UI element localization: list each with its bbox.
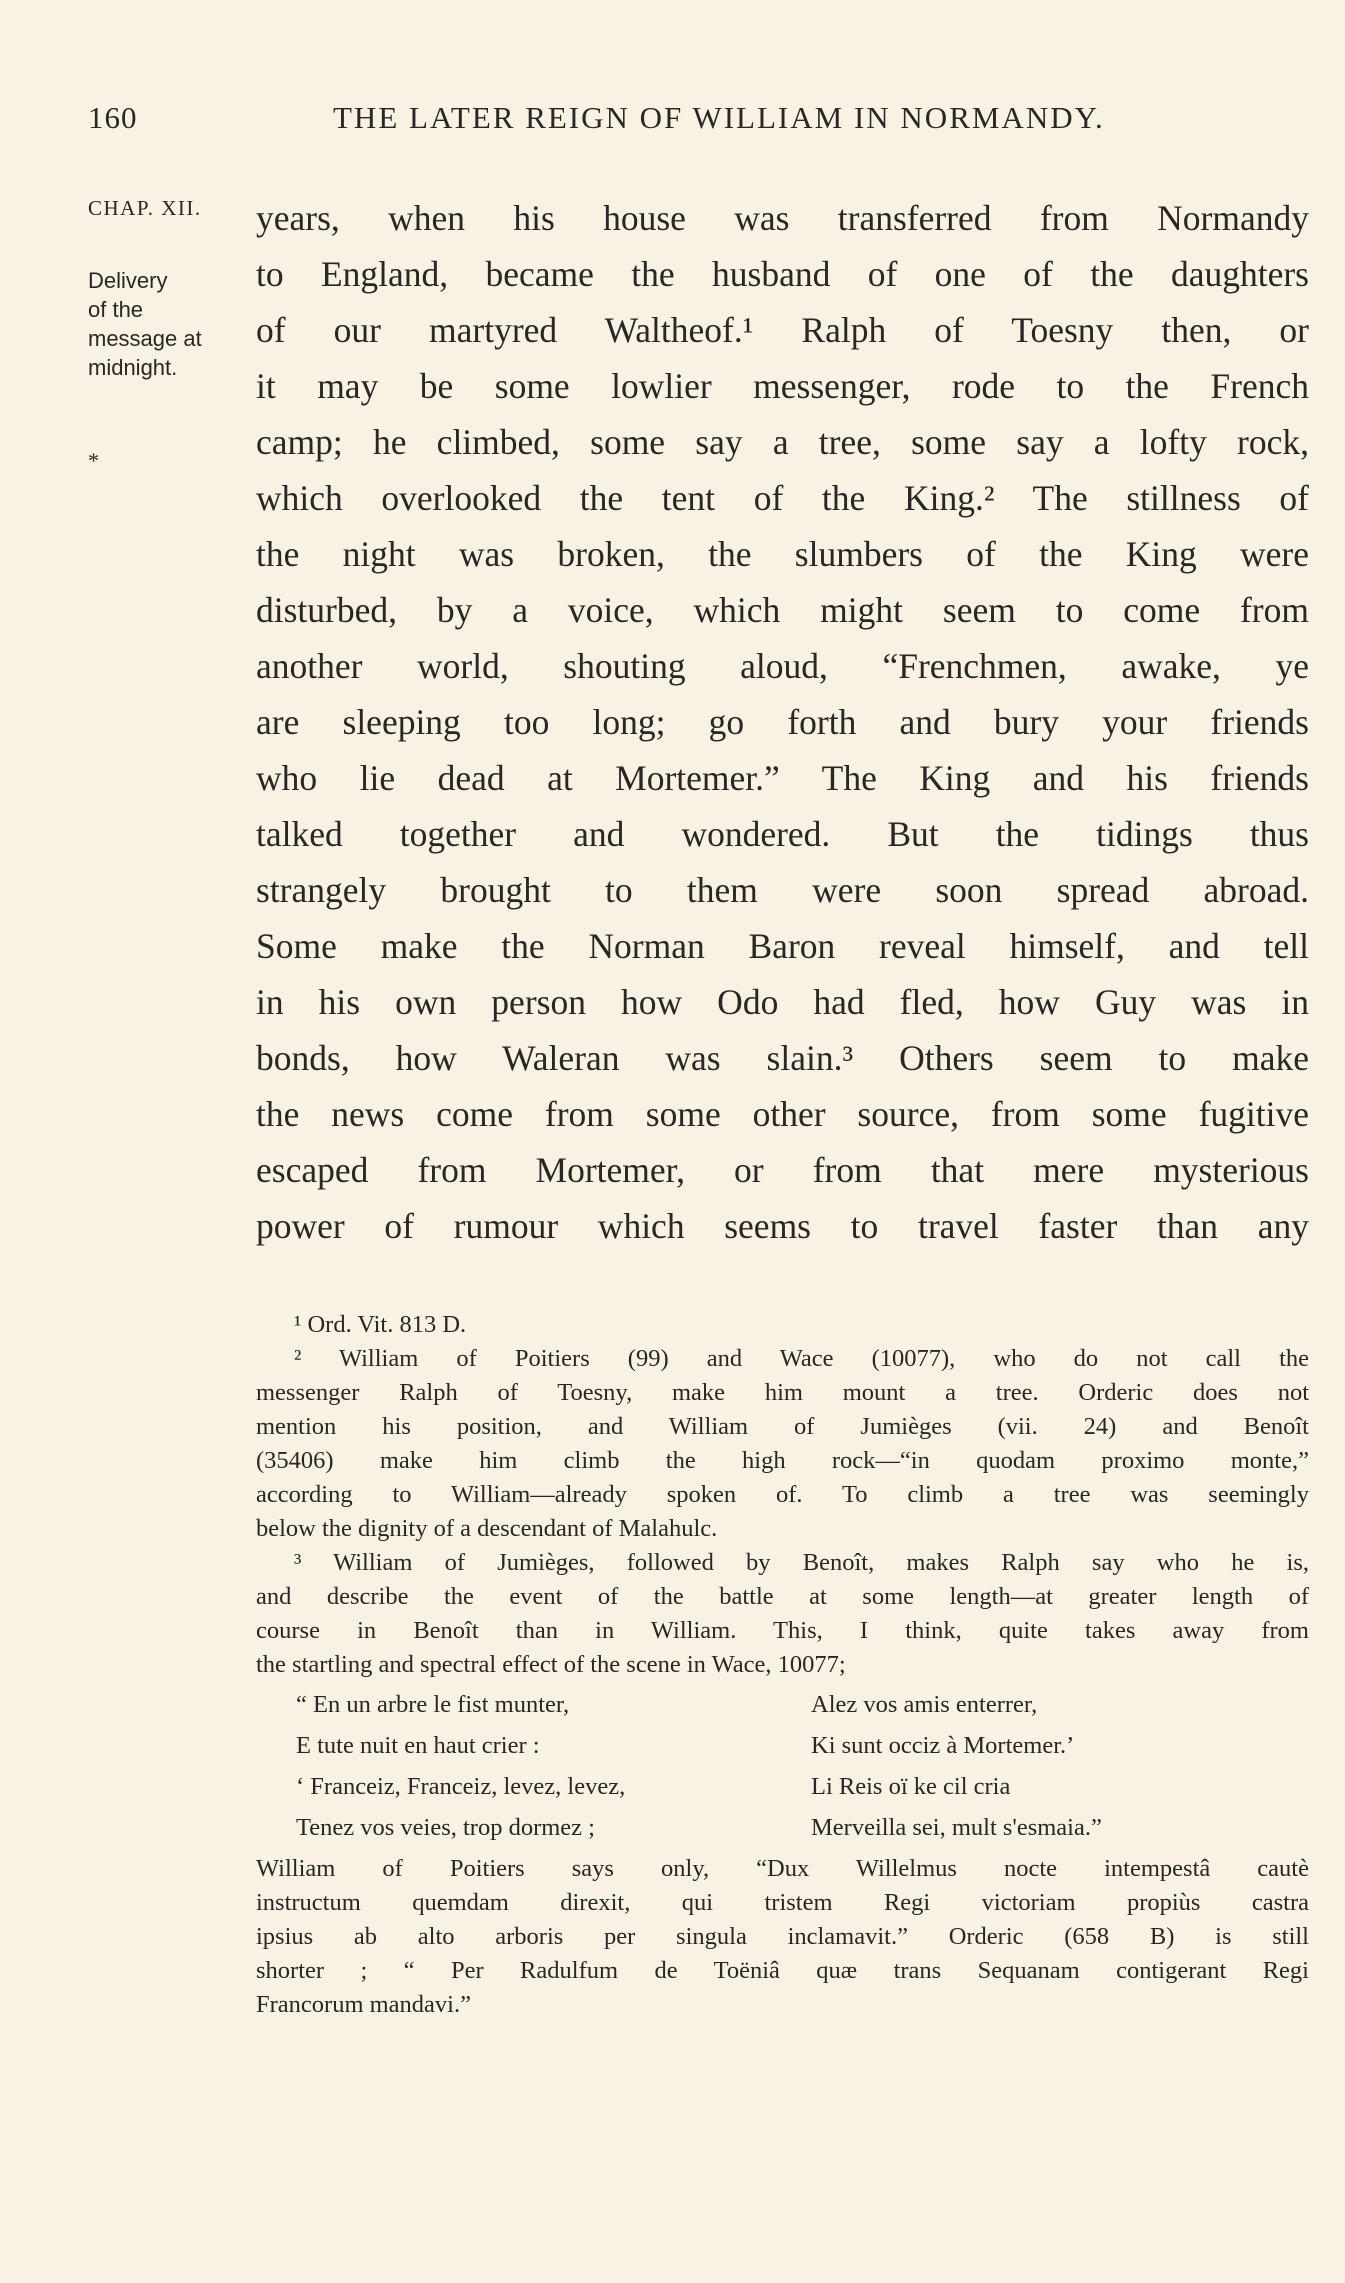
footnote-3-line: ³ William of Jumièges, followed by Benoît, makes Ralph say who he is,	[294, 1549, 1309, 1576]
verse-line: Alez vos amis enterrer,	[811, 1691, 1038, 1718]
footnotes	[256, 1308, 1309, 2022]
text-line: years, when his house was transferred from Normandy	[256, 198, 1309, 238]
verse-line: Ki sunt occiz à Mortemer.’	[811, 1732, 1075, 1759]
text-line: in his own person how Odo had fled, how Guy was in	[256, 982, 1309, 1022]
verse-line: Merveilla sei, mult s'esmaia.”	[811, 1814, 1102, 1841]
verse-quotation	[256, 1684, 1309, 1848]
text-line: camp; he climbed, some say a tree, some say a lofty rock,	[256, 422, 1309, 462]
footnote-3-line: the startling and spectral effect of the scene in Wace, 10077;	[256, 1651, 846, 1678]
main-text	[256, 190, 1309, 1254]
footnote-2-line: mention his position, and William of Jumièges (vii. 24) and Benoît	[256, 1413, 1309, 1440]
chapter-label: CHAP. XII.	[88, 196, 202, 220]
text-line: it may be some lowlier messenger, rode to the French	[256, 366, 1309, 406]
text-line: power of rumour which seems to travel faster than any	[256, 1206, 1309, 1246]
footnote-3-line: shorter ; “ Per Radulfum de Toëniâ quæ trans Sequanam contigerant Regi	[256, 1957, 1309, 1984]
footnote-3-line: instructum quemdam direxit, qui tristem Regi victoriam propiùs castra	[256, 1889, 1309, 1916]
verse-line: “ En un arbre le fist munter,	[296, 1691, 570, 1718]
text-line: the night was broken, the slumbers of the King were	[256, 534, 1309, 574]
text-line: which overlooked the tent of the King.² The stillness of	[256, 478, 1309, 518]
margin-notes	[88, 196, 263, 473]
text-line: who lie dead at Mortemer.” The King and his friends	[256, 758, 1309, 798]
verse-left-column	[256, 1684, 811, 1848]
verse-line: ‘ Franceiz, Franceiz, levez, levez,	[296, 1773, 626, 1800]
text-line: strangely brought to them were soon spread abroad.	[256, 870, 1309, 910]
text-line: escaped from Mortemer, or from that mere mysterious	[256, 1150, 1309, 1190]
page-number: 160	[88, 100, 138, 135]
footnote-3-line: William of Poitiers says only, “Dux Willelmus nocte intempestâ cautè	[256, 1855, 1309, 1882]
text-line: to England, became the husband of one of the daughters	[256, 254, 1309, 294]
footnote-2-line: according to William—already spoken of. To climb a tree was seemingly	[256, 1481, 1309, 1508]
footnote-2-line: ² William of Poitiers (99) and Wace (10077), who do not call the	[294, 1345, 1309, 1372]
text-line: Some make the Norman Baron reveal himself, and tell	[256, 926, 1309, 966]
footnote-3-line: Francorum mandavi.”	[256, 1991, 471, 2018]
footnote-3-line: and describe the event of the battle at some length—at greater length of	[256, 1583, 1309, 1610]
verse-right-column	[811, 1684, 1102, 1848]
footnote-3-line: ipsius ab alto arboris per singula inclamavit.” Orderic (658 B) is still	[256, 1923, 1309, 1950]
footnote-1: ¹ Ord. Vit. 813 D.	[294, 1311, 467, 1338]
sidenote-line: message at	[88, 326, 202, 351]
margin-mark: *	[88, 448, 99, 473]
sidenote-line: of the	[88, 297, 144, 322]
sidenote	[88, 266, 263, 382]
running-title: THE LATER REIGN OF WILLIAM IN NORMANDY.	[333, 100, 1105, 135]
footnote-2-line: (35406) make him climb the high rock—“in quodam proximo monte,”	[256, 1447, 1309, 1474]
text-line: of our martyred Waltheof.¹ Ralph of Toesny then, or	[256, 310, 1309, 350]
verse-line: Tenez vos veies, trop dormez ;	[296, 1814, 595, 1841]
footnote-2-line: below the dignity of a descendant of Malahulc.	[256, 1515, 718, 1542]
text-line: talked together and wondered. But the tidings thus	[256, 814, 1309, 854]
text-line: the news come from some other source, from some fugitive	[256, 1094, 1309, 1134]
footnote-3-line: course in Benoît than in William. This, I think, quite takes away from	[256, 1617, 1309, 1644]
sidenote-line: midnight.	[88, 355, 178, 380]
verse-line: E tute nuit en haut crier :	[296, 1732, 540, 1759]
text-line: bonds, how Waleran was slain.³ Others seem to make	[256, 1038, 1309, 1078]
footnote-2-line: messenger Ralph of Toesny, make him mount a tree. Orderic does not	[256, 1379, 1309, 1406]
text-line: another world, shouting aloud, “Frenchmen, awake, ye	[256, 646, 1309, 686]
text-line: disturbed, by a voice, which might seem to come from	[256, 590, 1309, 630]
sidenote-line: Delivery	[88, 268, 168, 293]
text-line: are sleeping too long; go forth and bury your friends	[256, 702, 1309, 742]
running-header	[88, 100, 1293, 144]
verse-line: Li Reis oï ke cil cria	[811, 1773, 1011, 1800]
